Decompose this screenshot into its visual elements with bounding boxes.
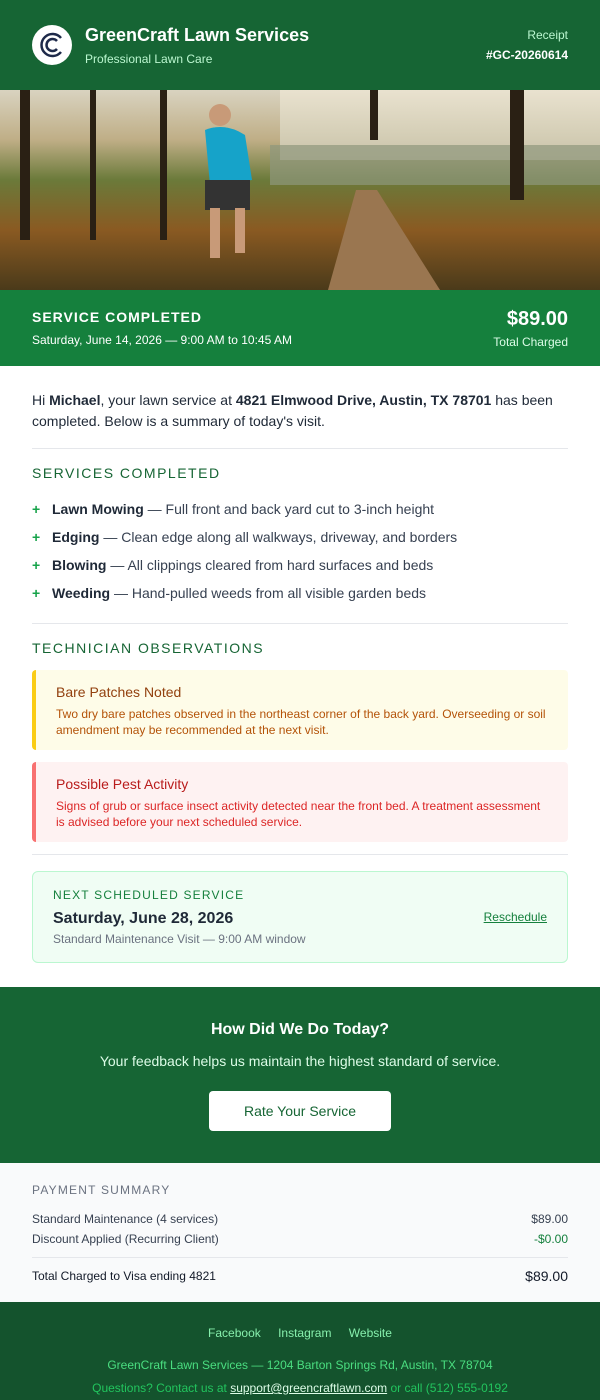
observation-title: Possible Pest Activity <box>56 776 189 792</box>
service-desc: — All clippings cleared from hard surfaces and beds <box>106 557 434 573</box>
observations-heading: TECHNICIAN OBSERVATIONS <box>32 640 265 656</box>
runner-figure <box>190 100 270 260</box>
payment-row <box>32 1209 568 1229</box>
divider <box>32 623 568 624</box>
total-amount: $89.00 <box>506 307 568 330</box>
intro-text: Hi Michael, your lawn service at 4821 Elmwood Drive, Austin, TX 78701 has been completed. Below is a summary of today's visit. <box>32 392 553 429</box>
receipt-label: Receipt <box>527 28 568 42</box>
company-name: GreenCraft Lawn Services <box>85 24 310 45</box>
feedback-subtitle: Your feedback helps us maintain the highest standard of service. <box>99 1053 501 1069</box>
next-service-label: NEXT SCHEDULED SERVICE <box>53 888 245 902</box>
rate-service-button[interactable]: Rate Your Service <box>209 1091 391 1131</box>
website-link[interactable]: Website <box>348 1326 392 1340</box>
observation-pest-activity <box>32 762 568 842</box>
payment-row-value: -$0.00 <box>533 1232 568 1246</box>
email-header <box>0 0 600 90</box>
total-label: Total Charged to Visa ending 4821 <box>32 1269 216 1283</box>
footer <box>0 1302 600 1400</box>
hero-image <box>0 90 600 290</box>
service-name: Lawn Mowing <box>52 501 144 517</box>
company-logo <box>32 25 72 65</box>
payment-row-label: Standard Maintenance (4 services) <box>32 1212 219 1226</box>
payment-summary <box>0 1163 600 1302</box>
observation-desc: Signs of grub or surface insect activity detected near the front bed. A treatment assessment is advised before your next scheduled service. <box>56 799 541 829</box>
next-service-date: Saturday, June 28, 2026 <box>53 910 234 927</box>
service-item <box>32 495 568 523</box>
feedback-title: How Did We Do Today? <box>210 1021 390 1038</box>
services-list <box>32 495 568 607</box>
footer-address: GreenCraft Lawn Services — 1204 Barton Springs Rd, Austin, TX 78704 <box>107 1358 493 1372</box>
footer-contact: Questions? Contact us at support@greencraftlawn.com or call (512) 555-0192 <box>92 1381 508 1395</box>
plus-icon: + <box>32 501 41 517</box>
observation-title: Bare Patches Noted <box>56 684 182 700</box>
payment-row <box>32 1229 568 1249</box>
payment-heading: PAYMENT SUMMARY <box>32 1183 171 1197</box>
services-heading: SERVICES COMPLETED <box>32 465 221 481</box>
instagram-link[interactable]: Instagram <box>278 1326 332 1340</box>
divider <box>32 448 568 449</box>
next-service-card <box>32 871 568 963</box>
payment-total <box>32 1257 568 1284</box>
plus-icon: + <box>32 529 41 545</box>
facebook-link[interactable]: Facebook <box>208 1326 261 1340</box>
payment-row-value: $89.00 <box>531 1212 568 1226</box>
observation-desc: Two dry bare patches observed in the northeast corner of the back yard. Overseeding or soil amendment may be recommended at the next visit. <box>56 707 546 737</box>
company-tagline: Professional Lawn Care <box>85 51 213 66</box>
logo-c-icon <box>37 30 67 60</box>
customer-name: Michael <box>49 392 101 408</box>
service-desc: — Full front and back yard cut to 3-inch height <box>143 501 435 517</box>
service-address: 4821 Elmwood Drive, Austin, TX 78701 <box>235 392 492 408</box>
plus-icon: + <box>32 585 41 601</box>
divider <box>32 854 568 855</box>
service-item <box>32 523 568 551</box>
service-item <box>32 551 568 579</box>
service-datetime: Saturday, June 14, 2026 — 9:00 AM to 10:45 AM <box>32 333 292 347</box>
total-value: $89.00 <box>525 1268 568 1284</box>
service-name: Edging <box>52 529 100 545</box>
payment-row-label: Discount Applied (Recurring Client) <box>32 1232 219 1246</box>
service-item <box>32 579 568 607</box>
service-name: Weeding <box>52 585 111 601</box>
reschedule-link[interactable]: Reschedule <box>483 910 547 924</box>
service-desc: — Hand-pulled weeds from all visible garden beds <box>110 585 427 601</box>
service-name: Blowing <box>52 557 107 573</box>
service-status-band <box>0 290 600 366</box>
total-label: Total Charged <box>493 334 568 349</box>
support-email-link[interactable]: support@greencraftlawn.com <box>230 1381 388 1395</box>
plus-icon: + <box>32 557 41 573</box>
receipt-number: #GC-20260614 <box>485 48 568 62</box>
service-desc: — Clean edge along all walkways, driveway, and borders <box>99 529 458 545</box>
feedback-section <box>0 987 600 1163</box>
next-service-detail: Standard Maintenance Visit — 9:00 AM window <box>53 932 306 946</box>
observation-bare-patches <box>32 670 568 750</box>
status-title: SERVICE COMPLETED <box>32 309 202 325</box>
